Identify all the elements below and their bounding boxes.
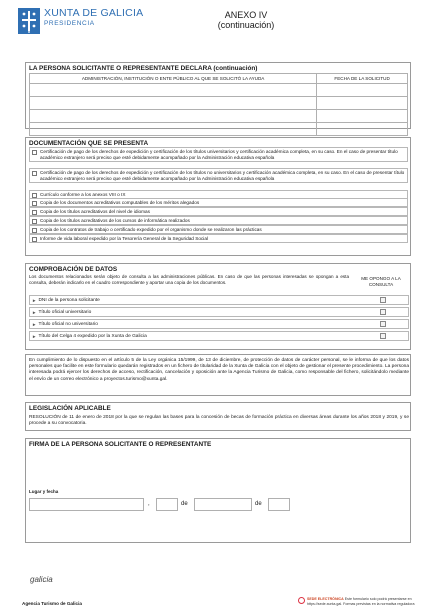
check-row (29, 307, 409, 317)
logo-name: XUNTA DE GALICIA (44, 7, 144, 19)
doc-checkbox[interactable] (32, 201, 37, 206)
institution-cell[interactable] (30, 97, 317, 110)
privacy-section (25, 354, 411, 396)
section-title: LA PERSONA SOLICITANTE O REPRESENTANTE DECLARA (continuación) (29, 65, 258, 72)
documentation-section (25, 137, 411, 256)
doc-label: Copia de los títulos acreditativos de los cursos de informática realizados (40, 217, 190, 223)
doc-label: Currículo conforme a los anexos VIII o IX (40, 191, 126, 197)
doc-item (29, 168, 408, 183)
xunta-logo (18, 8, 143, 34)
table-row (30, 97, 408, 110)
separator-de: de (181, 501, 188, 507)
page-header (0, 0, 438, 52)
check-row (29, 319, 409, 329)
annex-subtitle: (continuación) (217, 20, 275, 30)
section-title: FIRMA DE LA PERSONA SOLICITANTE O REPRESENTANTE (29, 441, 212, 448)
doc-checkbox[interactable] (32, 171, 37, 176)
aid-table (29, 73, 408, 136)
place-field[interactable] (29, 498, 144, 511)
doc-item (29, 198, 408, 207)
doc-label: Certificación de pago de los derechos de expedición y certificación de los títulos universitarios y certificación académica completa, en su caso. En el caso de presentar título académico extranjero será preciso que esté debidamente acompañado por la Administración educativa española (40, 148, 398, 160)
footer-organization: Agencia Turismo de Galicia (22, 601, 82, 606)
doc-checkbox[interactable] (32, 237, 37, 242)
oppose-checkbox[interactable] (380, 321, 386, 327)
bullet-arrow-icon: ► (32, 297, 37, 303)
doc-label: Copia de los documentos acreditativos computables de los méritos alegados (40, 199, 200, 205)
doc-item (29, 234, 408, 243)
separator-de: de (255, 501, 262, 507)
section-title: LEGISLACIÓN APLICABLE (29, 405, 111, 412)
doc-checkbox[interactable] (32, 228, 37, 233)
check-label: DNI de la persona solicitante (38, 297, 100, 303)
doc-checkbox[interactable] (32, 210, 37, 215)
doc-checkbox[interactable] (32, 193, 37, 198)
oppose-checkbox[interactable] (380, 297, 386, 303)
doc-checkbox[interactable] (32, 150, 37, 155)
check-row (29, 295, 409, 305)
privacy-text: En cumplimiento de lo dispuesto en el artículo 5 de la Ley orgánica 15/1999, de 13 de diciembre, de protección de datos de carácter personal, se le informa de que los datos personales que facilite en este formulario quedarán registrados en un fichero de titularidad de la Xunta de Galicia con el objeto de gestionar el presente procedimiento. La persona interesada podrá ejercer los derechos de acceso, rectificación, cancelación y oposición ante la Agencia Turismo de Galicia, como responsable del fichero, solicitándolo mediante el envío de un correo electrónico a proyectos.turismo@xunta.gal. (29, 358, 409, 382)
legislation-section (25, 402, 411, 431)
table-row (30, 123, 408, 136)
galicia-logo: galicia (30, 575, 53, 584)
xunta-emblem-icon (18, 8, 40, 34)
bullet-arrow-icon: ► (32, 333, 37, 339)
table-row (30, 84, 408, 97)
sede-seal-icon (298, 597, 305, 604)
table-row (30, 110, 408, 123)
doc-label: Certificación de pago de los derechos de expedición y certificación de los títulos no universitarios y certificación académica completa, en su caso. En el caso de presentar título académico extranjero será preciso que esté debidamente acompañado por la Administración educativa española (40, 169, 405, 181)
data-check-section (25, 263, 411, 350)
month-field[interactable] (194, 498, 252, 511)
table-header-row (30, 74, 408, 84)
institution-cell[interactable] (30, 110, 317, 123)
footer-note-brand: SEDE ELECTRÓNICA (307, 597, 344, 601)
place-date-label: Lugar y fecha (29, 489, 59, 494)
separator-comma: , (148, 501, 150, 507)
date-cell[interactable] (317, 97, 408, 110)
doc-label: Informe de vida laboral expedido por la Tesorería General de la Seguridad Social (40, 235, 208, 241)
doc-item (29, 216, 408, 225)
column-header-date: FECHA DE LA SOLICITUD (317, 74, 408, 84)
oppose-checkbox[interactable] (380, 333, 386, 339)
logo-subtitle: PRESIDENCIA (44, 20, 95, 27)
year-field[interactable] (268, 498, 290, 511)
section-title: DOCUMENTACIÓN QUE SE PRESENTA (29, 140, 149, 147)
declaration-section (25, 62, 411, 129)
day-field[interactable] (156, 498, 178, 511)
footer-note-text: Este formulario solo podrá presentarse en https://sede.xunta.gal. Formas previstas en la normativa reguladora (307, 597, 415, 606)
doc-label: Copia de los contratos de trabajo o certificado expedido por el organismo donde se realizaron las prácticas (40, 226, 262, 232)
section-title: COMPROBACIÓN DE DATOS (29, 266, 118, 273)
date-cell[interactable] (317, 110, 408, 123)
doc-checkbox[interactable] (32, 219, 37, 224)
annex-heading (210, 10, 282, 30)
institution-cell[interactable] (30, 84, 317, 97)
signature-section (25, 438, 411, 543)
legislation-text: RESOLUCIÓN de 11 de enero de 2018 por la que se regulan las bases para la concesión de becas de formación práctica en diversas áreas durante los años 2018 y 2019, y se procede a su convocatoria. (29, 415, 409, 427)
check-row (29, 331, 409, 341)
oppose-checkbox[interactable] (380, 309, 386, 315)
doc-item (29, 147, 408, 162)
check-label: Título oficial universitario (38, 309, 92, 315)
institution-cell[interactable] (30, 123, 317, 136)
date-cell[interactable] (317, 84, 408, 97)
column-header-institution: ADMINISTRACIÓN, INSTITUCIÓN O ENTE PÚBLICO AL QUE SE SOLICITÓ LA AYUDA (30, 74, 317, 84)
footer-note (307, 597, 417, 606)
doc-item (29, 225, 408, 234)
oppose-column-header: ME OPONGO A LA CONSULTA (361, 276, 401, 287)
bullet-arrow-icon: ► (32, 309, 37, 315)
doc-label: Copia de los títulos acreditativos del nivel de idiomas (40, 208, 150, 214)
date-cell[interactable] (317, 123, 408, 136)
data-check-text: Los documentos relacionados serán objeto de consulta a las administraciones públicas. En caso de que las personas interesadas se opongan a esta consulta, deberán indicarlo en el cuadro correspondiente y aportar una copia de los documentos. (29, 274, 349, 285)
annex-title: ANEXO IV (224, 10, 268, 20)
doc-item (29, 207, 408, 216)
bullet-arrow-icon: ► (32, 321, 37, 327)
check-label: Título del Celga 4 expedido por la Xunta de Galicia (38, 333, 147, 339)
check-label: Título oficial no universitario (38, 321, 98, 327)
